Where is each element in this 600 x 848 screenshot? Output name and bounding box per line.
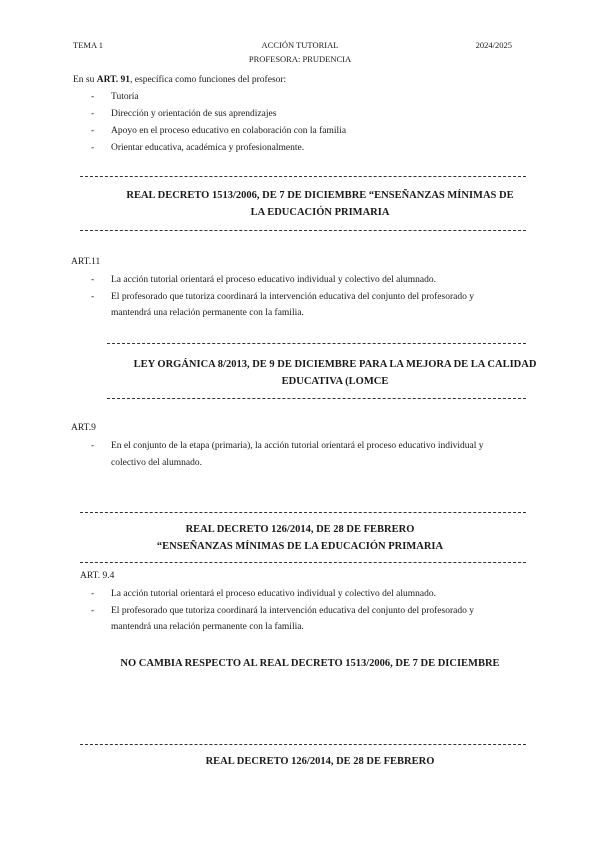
list-item: - El profesorado que tutoriza coordinará la intervención educativa del conjunto del profesorado y [91,606,474,616]
intro-article: ART. 91 [96,75,131,85]
list-item: - La acción tutorial orientará el proceso educativo individual y colectivo del alumnado. [91,589,436,599]
divider [80,176,526,177]
divider [107,398,526,399]
intro-post: , específica como funciones del profesor: [130,75,287,85]
divider [80,562,526,563]
section-title: LA EDUCACIÓN PRIMARIA [250,207,390,218]
list-item: - Apoyo en el proceso educativo en colaboración con la familia [91,126,347,136]
article-label: ART.9 [71,423,96,433]
list-item-continuation: colectivo del alumnado. [111,458,203,468]
list-item: - Orientar educativa, académica y profesionalmente. [91,143,305,153]
divider [80,744,526,745]
divider [80,230,526,231]
list-item: - En el conjunto de la etapa (primaria), la acción tutorial orientará el proceso educativo individual y [91,441,484,451]
section-title: LEY ORGÁNICA 8/2013, DE 9 DE DICIEMBRE PARA LA MEJORA DE LA CALIDAD [133,359,537,370]
list-item: - La acción tutorial orientará el proceso educativo individual y colectivo del alumnado. [91,275,436,285]
section-title: EDUCATIVA (LOMCE [281,376,389,387]
article-label: ART. 9.4 [80,571,115,581]
divider [80,512,526,513]
list-item-continuation: mantendrá una relación permanente con la familia. [111,308,304,318]
list-item: - Dirección y orientación de sus aprendizajes [91,109,277,119]
header-title: ACCIÓN TUTORIAL [261,40,339,50]
list-item-continuation: mantendrá una relación permanente con la familia. [111,622,304,632]
section-title: REAL DECRETO 126/2014, DE 28 DE FEBRERO [205,756,435,767]
list-item: - Tutoría [91,92,139,102]
section-title: “ENSEÑANZAS MÍNIMAS DE LA EDUCACIÓN PRIMARIA [156,541,444,552]
section-note: NO CAMBIA RESPECTO AL REAL DECRETO 1513/2006, DE 7 DE DICIEMBRE [120,658,500,669]
intro-paragraph [73,72,286,88]
article-label: ART.11 [71,257,101,267]
section-title: REAL DECRETO 126/2014, DE 28 DE FEBRERO [185,524,415,535]
list-item: - El profesorado que tutoriza coordinará la intervención educativa del conjunto del profesorado y [91,292,474,302]
divider [107,343,526,344]
header-year: 2024/2025 [475,40,512,50]
section-title: REAL DECRETO 1513/2006, DE 7 DE DICIEMBRE “ENSEÑANZAS MÍNIMAS DE [126,190,514,201]
intro-pre: En su [73,75,97,85]
header-teacher: PROFESORA: PRUDENCIA [248,54,352,64]
header-topic: TEMA 1 [73,40,103,50]
